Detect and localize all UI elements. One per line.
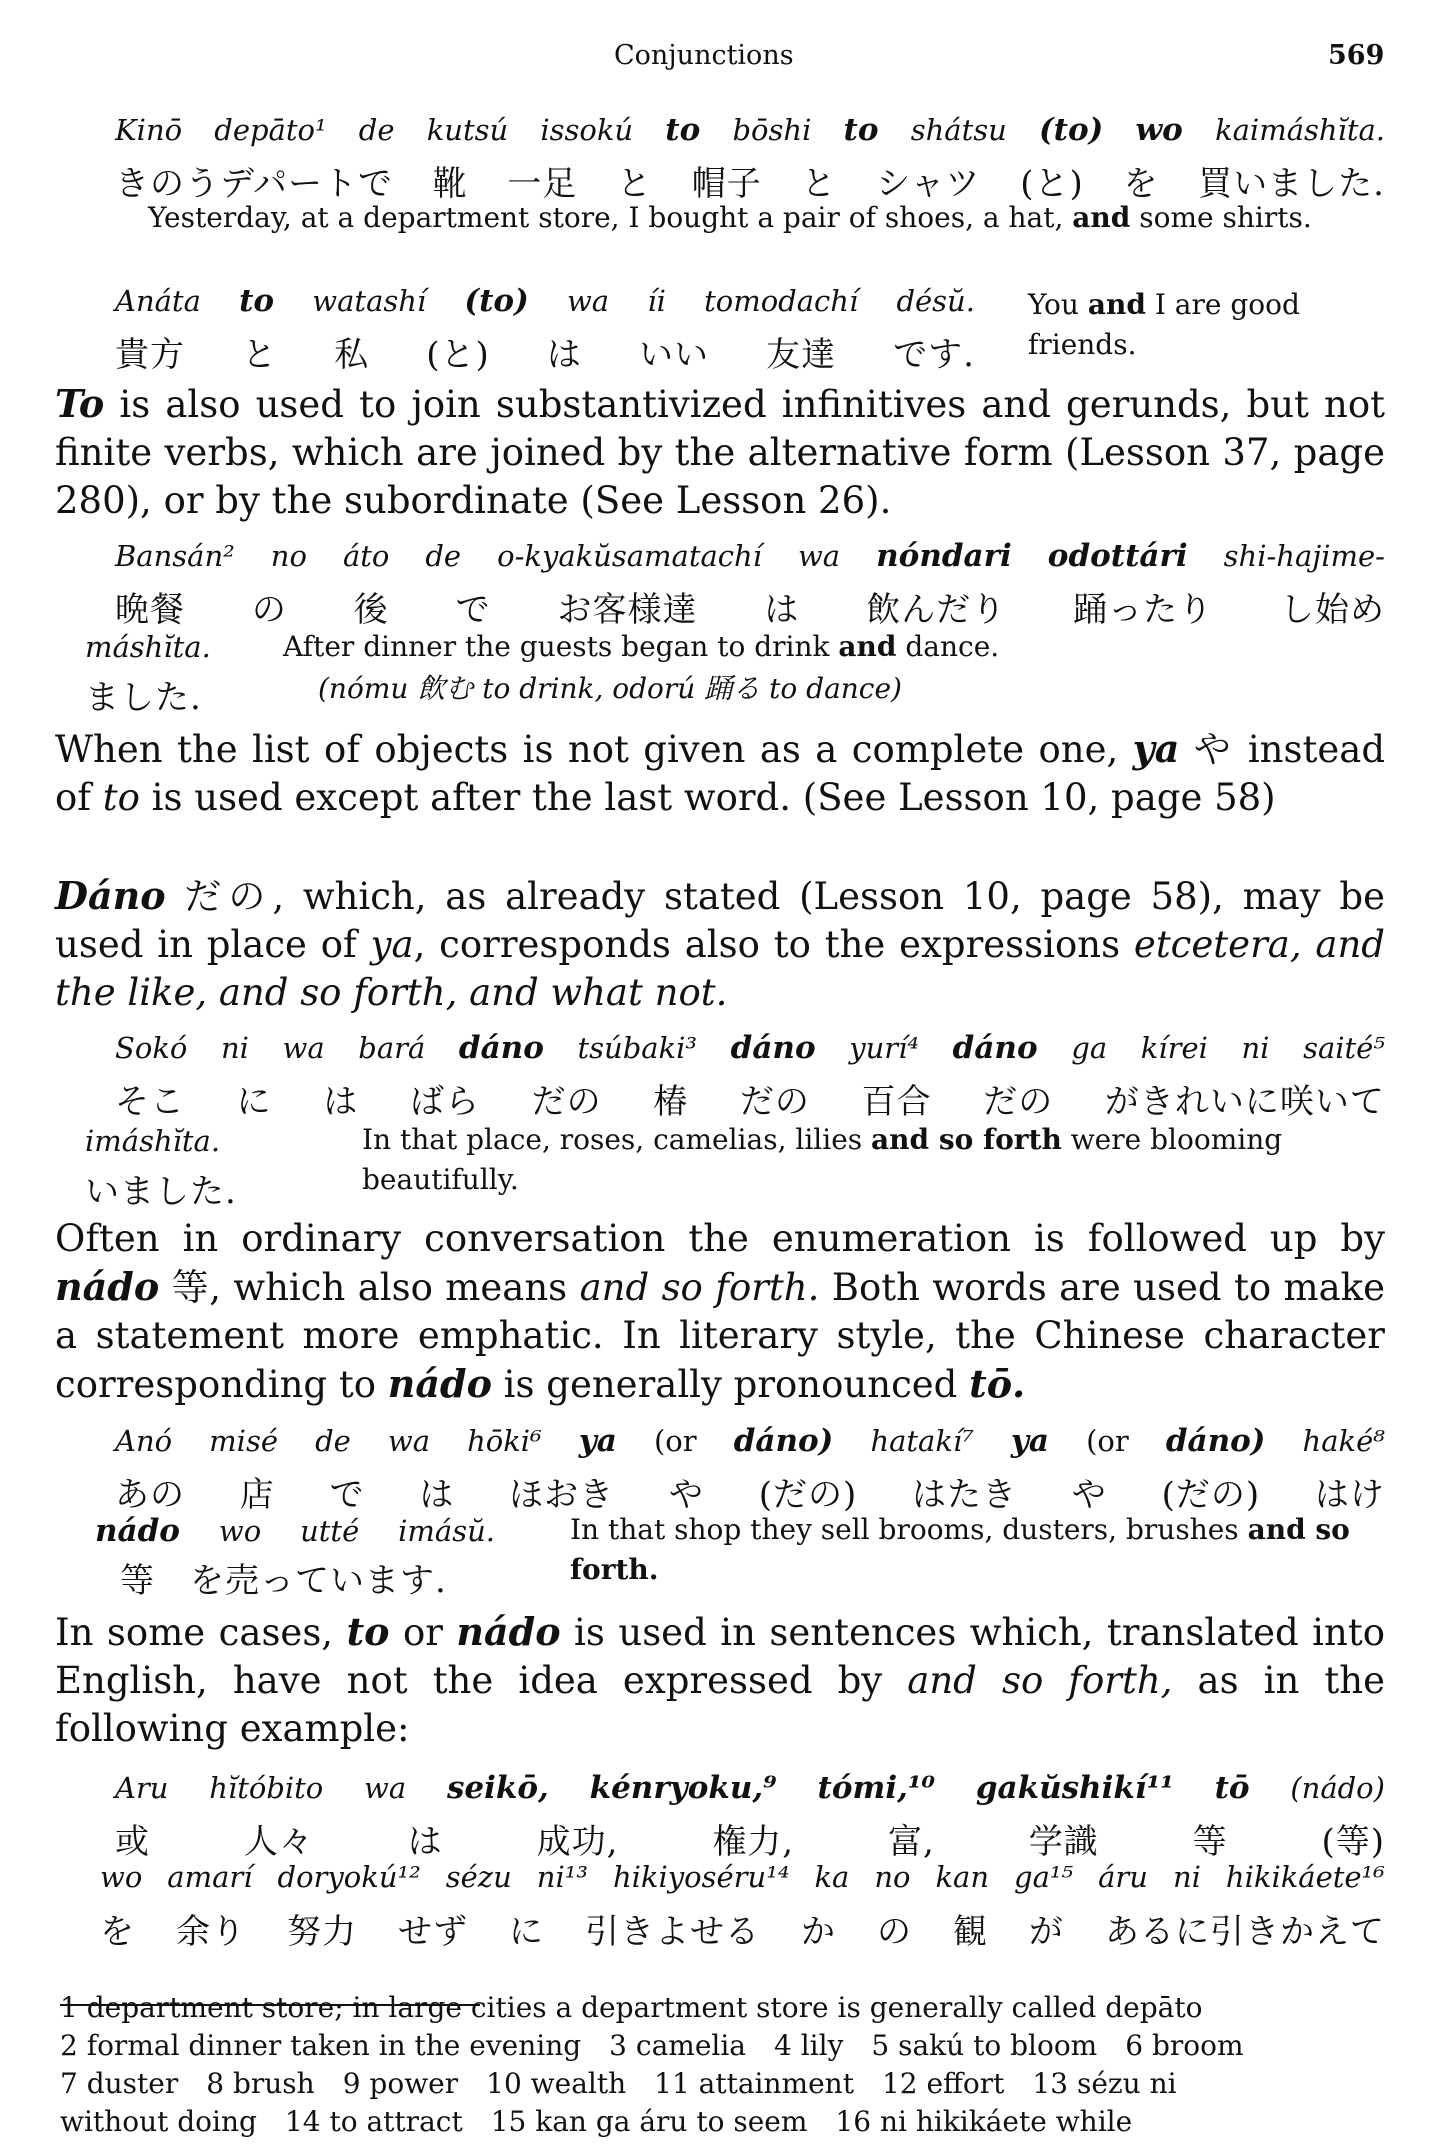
word: シャツ <box>876 164 981 204</box>
word: は <box>546 335 582 375</box>
word: 友達 <box>766 335 837 375</box>
word: saité⁵ <box>1303 1031 1385 1065</box>
word: 後 <box>353 590 389 630</box>
word: Sokó <box>115 1031 188 1065</box>
example-6 <box>115 1770 1385 1862</box>
word: 観 <box>953 1912 988 1952</box>
word: misé <box>209 1424 278 1458</box>
word: ばら <box>409 1082 480 1122</box>
word: nádo <box>95 1513 180 1549</box>
word: と <box>242 335 278 375</box>
word: (to) <box>464 283 529 319</box>
word: wo <box>100 1860 143 1894</box>
word: し始め <box>1280 590 1385 630</box>
word: bará <box>358 1031 426 1065</box>
example-4 <box>115 1030 1385 1122</box>
word: wo <box>1135 112 1183 148</box>
word: utté <box>300 1514 360 1548</box>
word: (nádo) <box>1290 1771 1385 1805</box>
word: は <box>407 1822 443 1862</box>
word: だの <box>739 1082 810 1122</box>
word: ni <box>1241 1031 1270 1065</box>
word: 踊ったり <box>1073 590 1214 630</box>
word: to <box>843 112 879 148</box>
word: sézu <box>445 1860 512 1894</box>
kana-line <box>115 327 975 375</box>
word: dáno <box>730 1030 816 1066</box>
word: o-kyakŭsamatachí <box>497 539 762 573</box>
paragraph-2: When the list of objects is not given as a complete one, ya や instead of to is used except after the last word. (See Lesson 10, page 58) <box>55 726 1386 819</box>
word: ほおき <box>509 1475 615 1515</box>
kana-line <box>115 1814 1385 1862</box>
footnote-line: without doing 14 to attract 15 kan ga áru to seem 16 ni hikikáete while <box>60 2105 1133 2138</box>
word: 或 <box>115 1822 150 1862</box>
word: は <box>419 1475 455 1515</box>
word: (と) <box>426 335 490 375</box>
word: は <box>764 590 800 630</box>
romaji-line <box>115 283 975 327</box>
word: shi-hajime- <box>1223 539 1385 573</box>
word: kénryoku,⁹ <box>589 1770 777 1806</box>
word: せず <box>398 1912 468 1952</box>
word: (to) <box>1038 112 1104 148</box>
paragraph-1: To is also used to join substantivized infinitives and gerunds, but not finite verbs, which are joined by the alternative form (Lesson 37, page 280), or by the subordinate (See Lesson 26). <box>55 381 1385 522</box>
word: watashí <box>312 284 427 318</box>
word: (と) <box>1020 164 1084 204</box>
word: はたき <box>912 1475 1017 1515</box>
word: issokú <box>540 113 634 147</box>
word: ka <box>814 1860 850 1894</box>
kana-line <box>115 1074 1385 1122</box>
running-header: Conjunctions <box>614 40 794 71</box>
word: は <box>323 1082 359 1122</box>
word: 晩餐 <box>115 590 185 630</box>
word: (等) <box>1321 1822 1385 1862</box>
footnote-line: 1 department store; in large cities a department store is generally called depāto <box>60 1991 1203 2024</box>
paragraph-3: Dáno だの, which, as already stated (Lesson 10, page 58), may be used in place of ya, corresponds also to the expressions etcetera, and the like, and so forth, and what not. <box>55 873 1385 1014</box>
word: 買いました. <box>1198 164 1385 204</box>
word: yurí⁴ <box>849 1031 920 1065</box>
word: はけ <box>1314 1475 1385 1515</box>
footnote-line: 2 formal dinner taken in the evening 3 camelia 4 lily 5 sakú to bloom 6 broom <box>60 2029 1244 2062</box>
translation-3: After dinner the guests began to drink and dance. <box>283 630 1000 663</box>
word: を <box>100 1912 135 1952</box>
word: だの <box>983 1082 1054 1122</box>
word: 靴 <box>432 164 468 204</box>
word: 飲んだり <box>866 590 1007 630</box>
word: の <box>251 590 287 630</box>
word: wo <box>218 1514 262 1548</box>
kana-line <box>100 1904 1385 1952</box>
word: de <box>425 539 462 573</box>
word: 学識 <box>1028 1822 1099 1862</box>
word: wa <box>566 284 610 318</box>
word: wa <box>364 1771 407 1805</box>
word: shátsu <box>910 113 1007 147</box>
romaji-line <box>115 1770 1385 1814</box>
word: で <box>455 590 491 630</box>
word: と <box>801 164 837 204</box>
word: や <box>1071 1475 1107 1515</box>
word: に <box>509 1912 544 1952</box>
romaji-line <box>115 538 1385 582</box>
word: kutsú <box>426 113 509 147</box>
word: wa <box>282 1031 325 1065</box>
word: hikikáete¹⁶ <box>1225 1860 1385 1894</box>
word: hikiyoséru¹⁴ <box>612 1860 790 1894</box>
translation-1: Yesterday, at a department store, I bought a pair of shoes, a hat, and some shirts. <box>148 201 1312 234</box>
word: ni <box>1172 1860 1201 1894</box>
romaji-line <box>115 1030 1385 1074</box>
paragraph-5: In some cases, to or nádo is used in sentences which, translated into English, have not the idea expressed by and so forth, as in the following example: <box>55 1609 1386 1750</box>
word: (or <box>1086 1424 1129 1458</box>
word: ga¹⁵ <box>1014 1860 1074 1894</box>
word: ni <box>220 1031 249 1065</box>
word: です. <box>893 335 975 375</box>
word: いい <box>639 335 709 375</box>
word: amarí <box>167 1860 253 1894</box>
word: tómi,¹⁰ <box>817 1770 936 1806</box>
word: に <box>236 1082 272 1122</box>
word: wa <box>797 539 841 573</box>
word: kírei <box>1140 1031 1208 1065</box>
word: ga <box>1071 1031 1108 1065</box>
word: 等 <box>1192 1822 1228 1862</box>
paragraph-4: Often in ordinary conversation the enumeration is followed up by nádo 等, which also means and so forth. Both words are used to make a statement more emphatic. In literary style, the Chinese character corresponding to nádo is generally pronounced tō. <box>55 1217 1385 1406</box>
word: 引きよせる <box>585 1912 760 1952</box>
romaji-line <box>100 1860 1385 1904</box>
word: áto <box>342 539 390 573</box>
word: 私 <box>334 335 370 375</box>
example-1 <box>115 112 1385 204</box>
word: tō <box>1214 1770 1250 1806</box>
word: や <box>668 1475 704 1515</box>
word: Anó <box>115 1424 173 1458</box>
translation-4: In that place, roses, camelias, lilies and so forth were blooming beautifully. <box>362 1123 1283 1196</box>
word: doryokú¹² <box>277 1860 421 1894</box>
word: Anáta <box>115 284 201 318</box>
romaji-line <box>115 1423 1385 1467</box>
kana-continuation: 等 を売っています. <box>120 1561 447 1601</box>
word: 貴方 <box>115 335 185 375</box>
word: (だの) <box>758 1475 858 1515</box>
translation-3-note: (nómu 飲む to drink, odorú 踊る to dance) <box>318 672 902 705</box>
word: を <box>1123 164 1159 204</box>
word: Bansán² <box>115 539 235 573</box>
word: Aru <box>115 1771 169 1805</box>
word: hatakí⁷ <box>870 1424 974 1458</box>
word: dáno) <box>1165 1423 1266 1459</box>
word: がきれいに咲いて <box>1104 1082 1385 1122</box>
word: 店 <box>239 1475 275 1515</box>
word: 椿 <box>653 1082 689 1122</box>
word: 余り <box>176 1912 246 1952</box>
example-2 <box>115 283 975 375</box>
word: あの <box>115 1475 185 1515</box>
word: bōshi <box>732 113 812 147</box>
word: きのうデパートで <box>115 164 393 204</box>
word: kan <box>935 1860 990 1894</box>
word: 努力 <box>287 1912 357 1952</box>
word: 一足 <box>507 164 578 204</box>
word: nóndari <box>876 538 1012 574</box>
word: wa <box>387 1424 431 1458</box>
word: no <box>874 1860 911 1894</box>
word: kaimáshĭta. <box>1215 113 1385 147</box>
footnote-line: 7 duster 8 brush 9 power 10 wealth 11 attainment 12 effort 13 sézu ni <box>60 2067 1177 2100</box>
romaji-continuation: máshĭta. <box>85 630 211 664</box>
word: か <box>801 1912 836 1952</box>
romaji-line <box>115 112 1385 156</box>
word: Kinō <box>115 113 183 147</box>
word: 富, <box>888 1822 935 1862</box>
word: tomodachí <box>704 284 859 318</box>
word: と <box>617 164 653 204</box>
kana-line <box>115 156 1385 204</box>
word: ya <box>578 1423 617 1459</box>
romaji-continuation <box>95 1513 495 1557</box>
word: (or <box>653 1424 697 1458</box>
word: dáno <box>952 1030 1038 1066</box>
word: が <box>1029 1912 1064 1952</box>
word: íi <box>647 284 666 318</box>
word: 成功, <box>536 1822 619 1862</box>
example-6-continuation <box>100 1860 1385 1952</box>
word: to <box>239 283 275 319</box>
word: 人々 <box>243 1822 314 1862</box>
word: depāto¹ <box>214 113 327 147</box>
word: seikō, <box>446 1770 549 1806</box>
kana-continuation: ました. <box>85 678 202 718</box>
word: dáno <box>458 1030 544 1066</box>
word: (だの) <box>1161 1475 1261 1515</box>
word: そこ <box>115 1082 185 1122</box>
word: ni¹³ <box>536 1860 588 1894</box>
translation-5: In that shop they sell brooms, dusters, brushes and so forth. <box>570 1513 1350 1586</box>
word: の <box>877 1912 912 1952</box>
word: hĭtóbito <box>209 1771 324 1805</box>
word: 百合 <box>861 1082 932 1122</box>
word: imásŭ. <box>398 1514 495 1548</box>
word: お客様達 <box>557 590 698 630</box>
word: de <box>315 1424 351 1458</box>
word: ya <box>1010 1423 1050 1459</box>
example-5 <box>115 1423 1385 1515</box>
page-number: 569 <box>1328 40 1385 71</box>
word: 帽子 <box>691 164 762 204</box>
kana-line <box>115 582 1385 630</box>
word: dáno) <box>733 1423 834 1459</box>
word: hōki⁶ <box>467 1424 542 1458</box>
word: あるに引きかえて <box>1105 1912 1385 1952</box>
kana-continuation: いました. <box>85 1172 237 1212</box>
word: gakŭshikí¹¹ <box>975 1770 1174 1806</box>
word: to <box>665 112 701 148</box>
example-3 <box>115 538 1385 630</box>
word: haké⁸ <box>1302 1424 1385 1458</box>
kana-line <box>115 1467 1385 1515</box>
romaji-continuation: imáshĭta. <box>85 1124 221 1158</box>
word: de <box>358 113 395 147</box>
word: tsúbaki³ <box>577 1031 698 1065</box>
word: で <box>329 1475 365 1515</box>
word: 権力, <box>712 1822 795 1862</box>
word: odottári <box>1047 538 1188 574</box>
word: áru <box>1098 1860 1148 1894</box>
word: no <box>270 539 307 573</box>
word: だの <box>531 1082 602 1122</box>
word: désŭ. <box>896 284 975 318</box>
translation-2: You and I are good friends. <box>1028 288 1300 361</box>
